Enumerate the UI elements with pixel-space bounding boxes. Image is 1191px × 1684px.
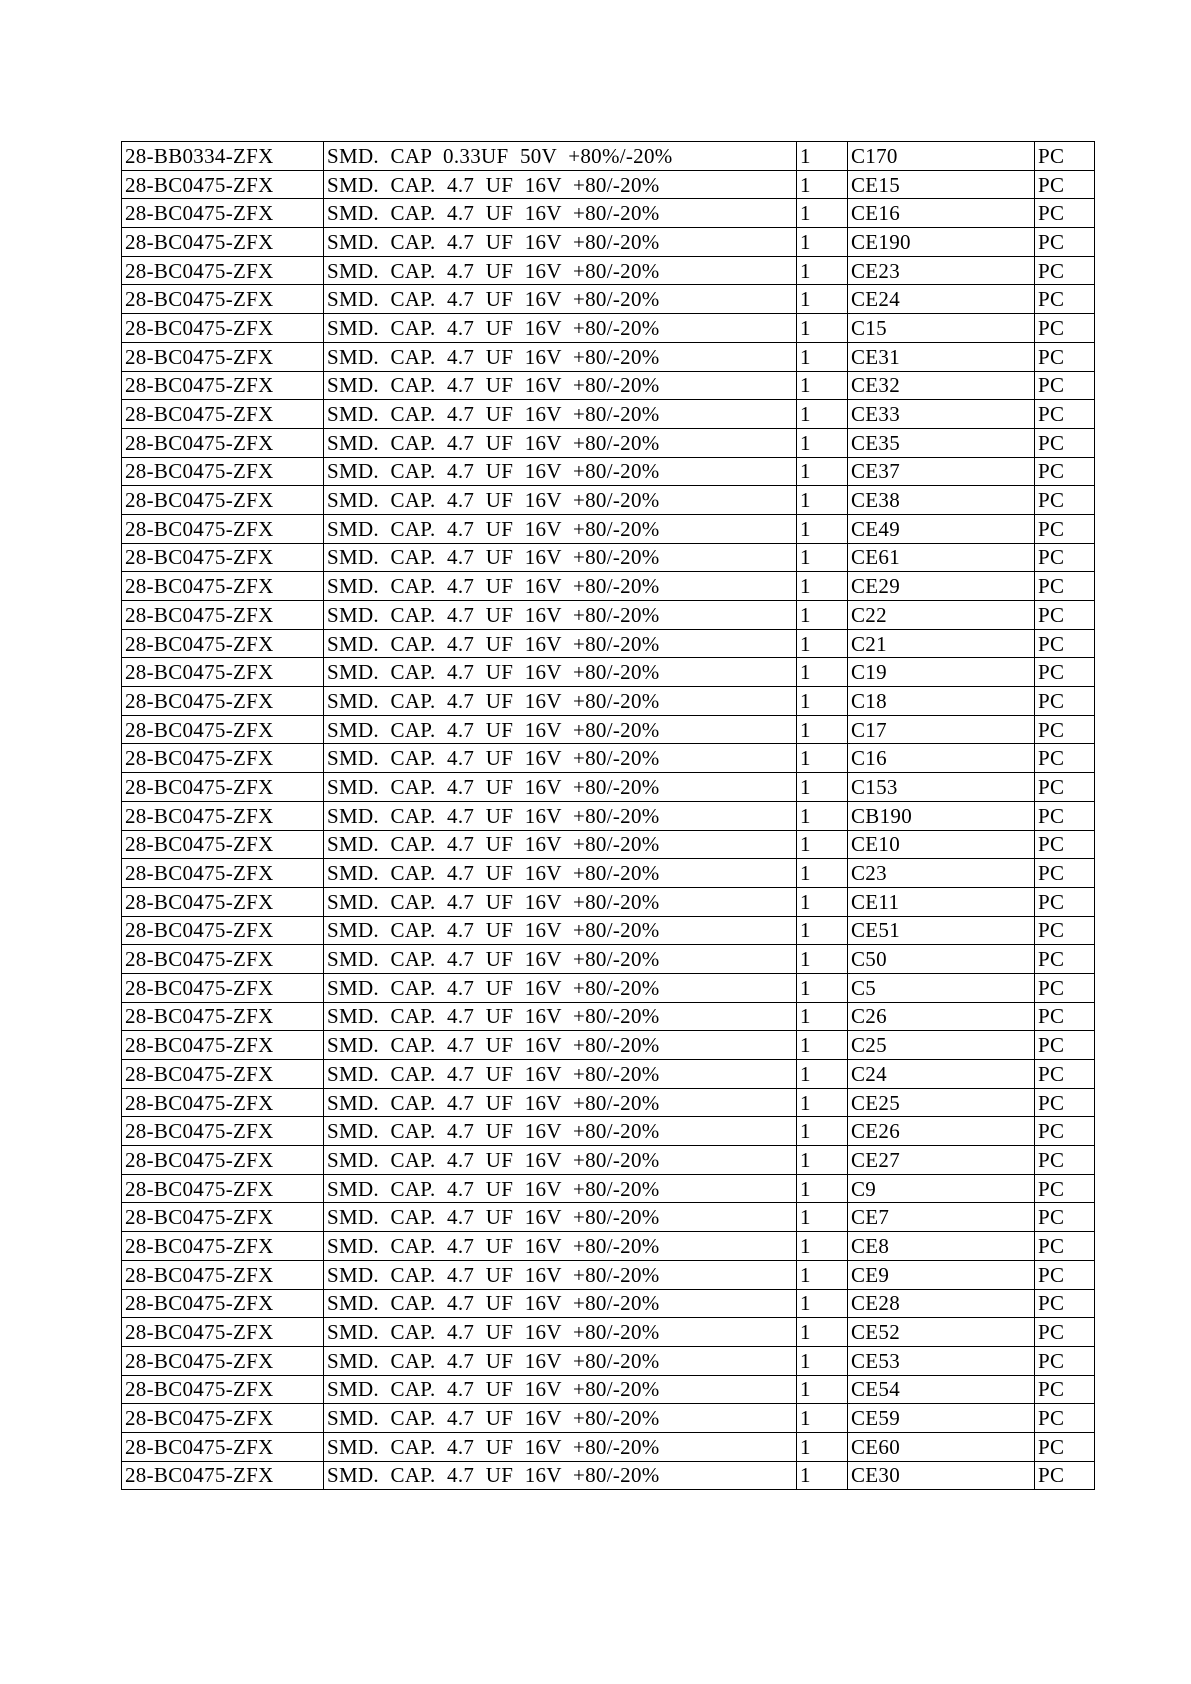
part-number-cell: 28-BC0475-ZFX: [122, 687, 324, 716]
quantity-cell: 1: [797, 715, 848, 744]
quantity-cell: 1: [797, 486, 848, 515]
unit-cell: PC: [1035, 801, 1095, 830]
description-cell: SMD. CAP. 4.7 UF 16V +80/-20%: [324, 887, 797, 916]
description-cell: SMD. CAP. 4.7 UF 16V +80/-20%: [324, 1117, 797, 1146]
unit-cell: PC: [1035, 1031, 1095, 1060]
unit-cell: PC: [1035, 457, 1095, 486]
unit-cell: PC: [1035, 1203, 1095, 1232]
description-cell: SMD. CAP. 4.7 UF 16V +80/-20%: [324, 973, 797, 1002]
reference-designator-cell: CE30: [848, 1461, 1035, 1490]
part-number-cell: 28-BC0475-ZFX: [122, 1203, 324, 1232]
table-row: [122, 400, 1095, 429]
unit-cell: PC: [1035, 859, 1095, 888]
quantity-cell: 1: [797, 199, 848, 228]
quantity-cell: 1: [797, 1289, 848, 1318]
reference-designator-cell: CE16: [848, 199, 1035, 228]
table-row: [122, 744, 1095, 773]
table-row: [122, 601, 1095, 630]
part-number-cell: 28-BC0475-ZFX: [122, 572, 324, 601]
table-row: [122, 486, 1095, 515]
quantity-cell: 1: [797, 314, 848, 343]
part-number-cell: 28-BC0475-ZFX: [122, 256, 324, 285]
table-row: [122, 543, 1095, 572]
part-number-cell: 28-BC0475-ZFX: [122, 744, 324, 773]
quantity-cell: 1: [797, 457, 848, 486]
reference-designator-cell: CE27: [848, 1146, 1035, 1175]
description-cell: SMD. CAP. 4.7 UF 16V +80/-20%: [324, 1146, 797, 1175]
quantity-cell: 1: [797, 744, 848, 773]
bom-sheet: [121, 141, 1094, 1490]
unit-cell: PC: [1035, 887, 1095, 916]
reference-designator-cell: CE24: [848, 285, 1035, 314]
description-cell: SMD. CAP. 4.7 UF 16V +80/-20%: [324, 1318, 797, 1347]
reference-designator-cell: CE28: [848, 1289, 1035, 1318]
description-cell: SMD. CAP. 4.7 UF 16V +80/-20%: [324, 629, 797, 658]
description-cell: SMD. CAP. 4.7 UF 16V +80/-20%: [324, 830, 797, 859]
description-cell: SMD. CAP. 4.7 UF 16V +80/-20%: [324, 486, 797, 515]
part-number-cell: 28-BC0475-ZFX: [122, 801, 324, 830]
quantity-cell: 1: [797, 658, 848, 687]
part-number-cell: 28-BC0475-ZFX: [122, 715, 324, 744]
unit-cell: PC: [1035, 285, 1095, 314]
description-cell: SMD. CAP. 4.7 UF 16V +80/-20%: [324, 342, 797, 371]
reference-designator-cell: CE38: [848, 486, 1035, 515]
table-row: [122, 658, 1095, 687]
unit-cell: PC: [1035, 773, 1095, 802]
reference-designator-cell: CE35: [848, 428, 1035, 457]
description-cell: SMD. CAP. 4.7 UF 16V +80/-20%: [324, 773, 797, 802]
reference-designator-cell: CE54: [848, 1375, 1035, 1404]
quantity-cell: 1: [797, 371, 848, 400]
description-cell: SMD. CAP. 4.7 UF 16V +80/-20%: [324, 658, 797, 687]
quantity-cell: 1: [797, 1461, 848, 1490]
table-row: [122, 314, 1095, 343]
reference-designator-cell: CE26: [848, 1117, 1035, 1146]
description-cell: SMD. CAP. 4.7 UF 16V +80/-20%: [324, 199, 797, 228]
table-row: [122, 1260, 1095, 1289]
reference-designator-cell: C24: [848, 1060, 1035, 1089]
description-cell: SMD. CAP. 4.7 UF 16V +80/-20%: [324, 1088, 797, 1117]
reference-designator-cell: CE32: [848, 371, 1035, 400]
table-row: [122, 1088, 1095, 1117]
reference-designator-cell: C5: [848, 973, 1035, 1002]
description-cell: SMD. CAP. 4.7 UF 16V +80/-20%: [324, 945, 797, 974]
unit-cell: PC: [1035, 658, 1095, 687]
description-cell: SMD. CAP. 4.7 UF 16V +80/-20%: [324, 256, 797, 285]
unit-cell: PC: [1035, 342, 1095, 371]
table-row: [122, 1346, 1095, 1375]
part-number-cell: 28-BC0475-ZFX: [122, 1088, 324, 1117]
description-cell: SMD. CAP. 4.7 UF 16V +80/-20%: [324, 428, 797, 457]
reference-designator-cell: CE23: [848, 256, 1035, 285]
table-row: [122, 859, 1095, 888]
reference-designator-cell: CE29: [848, 572, 1035, 601]
reference-designator-cell: CE8: [848, 1232, 1035, 1261]
unit-cell: PC: [1035, 428, 1095, 457]
description-cell: SMD. CAP. 4.7 UF 16V +80/-20%: [324, 1174, 797, 1203]
description-cell: SMD. CAP. 4.7 UF 16V +80/-20%: [324, 1060, 797, 1089]
quantity-cell: 1: [797, 543, 848, 572]
part-number-cell: 28-BC0475-ZFX: [122, 1002, 324, 1031]
table-row: [122, 1232, 1095, 1261]
reference-designator-cell: C21: [848, 629, 1035, 658]
quantity-cell: 1: [797, 1318, 848, 1347]
description-cell: SMD. CAP. 4.7 UF 16V +80/-20%: [324, 1375, 797, 1404]
table-row: [122, 1031, 1095, 1060]
quantity-cell: 1: [797, 572, 848, 601]
quantity-cell: 1: [797, 1203, 848, 1232]
part-number-cell: 28-BC0475-ZFX: [122, 285, 324, 314]
table-row: [122, 1203, 1095, 1232]
description-cell: SMD. CAP. 4.7 UF 16V +80/-20%: [324, 1346, 797, 1375]
table-row: [122, 1117, 1095, 1146]
unit-cell: PC: [1035, 199, 1095, 228]
table-row: [122, 170, 1095, 199]
reference-designator-cell: CE60: [848, 1432, 1035, 1461]
unit-cell: PC: [1035, 1060, 1095, 1089]
table-row: [122, 142, 1095, 171]
unit-cell: PC: [1035, 1289, 1095, 1318]
reference-designator-cell: C50: [848, 945, 1035, 974]
description-cell: SMD. CAP. 4.7 UF 16V +80/-20%: [324, 1461, 797, 1490]
reference-designator-cell: C18: [848, 687, 1035, 716]
quantity-cell: 1: [797, 256, 848, 285]
unit-cell: PC: [1035, 1346, 1095, 1375]
reference-designator-cell: CE25: [848, 1088, 1035, 1117]
description-cell: SMD. CAP. 4.7 UF 16V +80/-20%: [324, 1260, 797, 1289]
part-number-cell: 28-BC0475-ZFX: [122, 1289, 324, 1318]
description-cell: SMD. CAP. 4.7 UF 16V +80/-20%: [324, 371, 797, 400]
quantity-cell: 1: [797, 601, 848, 630]
unit-cell: PC: [1035, 486, 1095, 515]
reference-designator-cell: CE59: [848, 1404, 1035, 1433]
table-row: [122, 916, 1095, 945]
quantity-cell: 1: [797, 1117, 848, 1146]
quantity-cell: 1: [797, 773, 848, 802]
reference-designator-cell: CE7: [848, 1203, 1035, 1232]
quantity-cell: 1: [797, 629, 848, 658]
reference-designator-cell: C16: [848, 744, 1035, 773]
part-number-cell: 28-BC0475-ZFX: [122, 1346, 324, 1375]
reference-designator-cell: CE31: [848, 342, 1035, 371]
reference-designator-cell: CE11: [848, 887, 1035, 916]
table-row: [122, 1146, 1095, 1175]
quantity-cell: 1: [797, 1060, 848, 1089]
description-cell: SMD. CAP. 4.7 UF 16V +80/-20%: [324, 543, 797, 572]
reference-designator-cell: CE10: [848, 830, 1035, 859]
unit-cell: PC: [1035, 715, 1095, 744]
description-cell: SMD. CAP. 4.7 UF 16V +80/-20%: [324, 1203, 797, 1232]
description-cell: SMD. CAP. 4.7 UF 16V +80/-20%: [324, 1232, 797, 1261]
part-number-cell: 28-BC0475-ZFX: [122, 1232, 324, 1261]
reference-designator-cell: C25: [848, 1031, 1035, 1060]
reference-designator-cell: C22: [848, 601, 1035, 630]
table-row: [122, 572, 1095, 601]
part-number-cell: 28-BB0334-ZFX: [122, 142, 324, 171]
table-row: [122, 199, 1095, 228]
part-number-cell: 28-BC0475-ZFX: [122, 199, 324, 228]
quantity-cell: 1: [797, 228, 848, 257]
part-number-cell: 28-BC0475-ZFX: [122, 945, 324, 974]
quantity-cell: 1: [797, 916, 848, 945]
quantity-cell: 1: [797, 859, 848, 888]
quantity-cell: 1: [797, 830, 848, 859]
table-row: [122, 228, 1095, 257]
quantity-cell: 1: [797, 1232, 848, 1261]
description-cell: SMD. CAP. 4.7 UF 16V +80/-20%: [324, 1031, 797, 1060]
reference-designator-cell: C19: [848, 658, 1035, 687]
bom-table: [121, 141, 1095, 1490]
table-row: [122, 1432, 1095, 1461]
description-cell: SMD. CAP. 4.7 UF 16V +80/-20%: [324, 916, 797, 945]
part-number-cell: 28-BC0475-ZFX: [122, 1174, 324, 1203]
table-row: [122, 428, 1095, 457]
unit-cell: PC: [1035, 572, 1095, 601]
reference-designator-cell: C9: [848, 1174, 1035, 1203]
reference-designator-cell: C170: [848, 142, 1035, 171]
unit-cell: PC: [1035, 1002, 1095, 1031]
reference-designator-cell: C17: [848, 715, 1035, 744]
unit-cell: PC: [1035, 1404, 1095, 1433]
part-number-cell: 28-BC0475-ZFX: [122, 773, 324, 802]
unit-cell: PC: [1035, 1432, 1095, 1461]
quantity-cell: 1: [797, 428, 848, 457]
quantity-cell: 1: [797, 687, 848, 716]
part-number-cell: 28-BC0475-ZFX: [122, 170, 324, 199]
table-row: [122, 1461, 1095, 1490]
description-cell: SMD. CAP. 4.7 UF 16V +80/-20%: [324, 859, 797, 888]
quantity-cell: 1: [797, 887, 848, 916]
table-row: [122, 973, 1095, 1002]
unit-cell: PC: [1035, 170, 1095, 199]
reference-designator-cell: C15: [848, 314, 1035, 343]
table-row: [122, 830, 1095, 859]
unit-cell: PC: [1035, 1117, 1095, 1146]
table-row: [122, 1318, 1095, 1347]
table-row: [122, 687, 1095, 716]
unit-cell: PC: [1035, 314, 1095, 343]
unit-cell: PC: [1035, 973, 1095, 1002]
part-number-cell: 28-BC0475-ZFX: [122, 601, 324, 630]
unit-cell: PC: [1035, 371, 1095, 400]
table-row: [122, 1404, 1095, 1433]
unit-cell: PC: [1035, 1461, 1095, 1490]
unit-cell: PC: [1035, 1318, 1095, 1347]
reference-designator-cell: C153: [848, 773, 1035, 802]
description-cell: SMD. CAP. 4.7 UF 16V +80/-20%: [324, 572, 797, 601]
table-row: [122, 285, 1095, 314]
description-cell: SMD. CAP. 4.7 UF 16V +80/-20%: [324, 744, 797, 773]
unit-cell: PC: [1035, 830, 1095, 859]
part-number-cell: 28-BC0475-ZFX: [122, 400, 324, 429]
quantity-cell: 1: [797, 400, 848, 429]
unit-cell: PC: [1035, 1375, 1095, 1404]
unit-cell: PC: [1035, 142, 1095, 171]
part-number-cell: 28-BC0475-ZFX: [122, 887, 324, 916]
quantity-cell: 1: [797, 170, 848, 199]
part-number-cell: 28-BC0475-ZFX: [122, 457, 324, 486]
part-number-cell: 28-BC0475-ZFX: [122, 658, 324, 687]
table-row: [122, 629, 1095, 658]
table-row: [122, 1289, 1095, 1318]
part-number-cell: 28-BC0475-ZFX: [122, 486, 324, 515]
description-cell: SMD. CAP. 4.7 UF 16V +80/-20%: [324, 228, 797, 257]
reference-designator-cell: CE51: [848, 916, 1035, 945]
reference-designator-cell: CE52: [848, 1318, 1035, 1347]
description-cell: SMD. CAP. 4.7 UF 16V +80/-20%: [324, 687, 797, 716]
part-number-cell: 28-BC0475-ZFX: [122, 1404, 324, 1433]
reference-designator-cell: CB190: [848, 801, 1035, 830]
unit-cell: PC: [1035, 1260, 1095, 1289]
part-number-cell: 28-BC0475-ZFX: [122, 342, 324, 371]
quantity-cell: 1: [797, 142, 848, 171]
quantity-cell: 1: [797, 1375, 848, 1404]
part-number-cell: 28-BC0475-ZFX: [122, 1260, 324, 1289]
table-row: [122, 801, 1095, 830]
reference-designator-cell: CE37: [848, 457, 1035, 486]
reference-designator-cell: C26: [848, 1002, 1035, 1031]
description-cell: SMD. CAP. 4.7 UF 16V +80/-20%: [324, 1289, 797, 1318]
table-row: [122, 1174, 1095, 1203]
quantity-cell: 1: [797, 1404, 848, 1433]
unit-cell: PC: [1035, 601, 1095, 630]
quantity-cell: 1: [797, 1146, 848, 1175]
quantity-cell: 1: [797, 342, 848, 371]
reference-designator-cell: CE61: [848, 543, 1035, 572]
part-number-cell: 28-BC0475-ZFX: [122, 1146, 324, 1175]
part-number-cell: 28-BC0475-ZFX: [122, 514, 324, 543]
quantity-cell: 1: [797, 1002, 848, 1031]
table-row: [122, 256, 1095, 285]
quantity-cell: 1: [797, 1031, 848, 1060]
unit-cell: PC: [1035, 1232, 1095, 1261]
part-number-cell: 28-BC0475-ZFX: [122, 1031, 324, 1060]
table-row: [122, 514, 1095, 543]
part-number-cell: 28-BC0475-ZFX: [122, 428, 324, 457]
description-cell: SMD. CAP. 4.7 UF 16V +80/-20%: [324, 801, 797, 830]
description-cell: SMD. CAP. 4.7 UF 16V +80/-20%: [324, 1002, 797, 1031]
reference-designator-cell: CE53: [848, 1346, 1035, 1375]
table-row: [122, 773, 1095, 802]
table-row: [122, 1060, 1095, 1089]
unit-cell: PC: [1035, 514, 1095, 543]
unit-cell: PC: [1035, 744, 1095, 773]
part-number-cell: 28-BC0475-ZFX: [122, 830, 324, 859]
part-number-cell: 28-BC0475-ZFX: [122, 1461, 324, 1490]
quantity-cell: 1: [797, 1432, 848, 1461]
unit-cell: PC: [1035, 1174, 1095, 1203]
part-number-cell: 28-BC0475-ZFX: [122, 228, 324, 257]
description-cell: SMD. CAP. 4.7 UF 16V +80/-20%: [324, 514, 797, 543]
table-row: [122, 342, 1095, 371]
description-cell: SMD. CAP. 4.7 UF 16V +80/-20%: [324, 1404, 797, 1433]
part-number-cell: 28-BC0475-ZFX: [122, 1375, 324, 1404]
quantity-cell: 1: [797, 1174, 848, 1203]
description-cell: SMD. CAP. 4.7 UF 16V +80/-20%: [324, 400, 797, 429]
quantity-cell: 1: [797, 801, 848, 830]
description-cell: SMD. CAP. 4.7 UF 16V +80/-20%: [324, 715, 797, 744]
part-number-cell: 28-BC0475-ZFX: [122, 1060, 324, 1089]
part-number-cell: 28-BC0475-ZFX: [122, 1432, 324, 1461]
part-number-cell: 28-BC0475-ZFX: [122, 371, 324, 400]
table-row: [122, 371, 1095, 400]
description-cell: SMD. CAP. 4.7 UF 16V +80/-20%: [324, 285, 797, 314]
part-number-cell: 28-BC0475-ZFX: [122, 543, 324, 572]
unit-cell: PC: [1035, 1146, 1095, 1175]
reference-designator-cell: CE190: [848, 228, 1035, 257]
part-number-cell: 28-BC0475-ZFX: [122, 859, 324, 888]
table-row: [122, 1002, 1095, 1031]
unit-cell: PC: [1035, 1088, 1095, 1117]
part-number-cell: 28-BC0475-ZFX: [122, 973, 324, 1002]
reference-designator-cell: CE9: [848, 1260, 1035, 1289]
unit-cell: PC: [1035, 400, 1095, 429]
table-row: [122, 1375, 1095, 1404]
quantity-cell: 1: [797, 1346, 848, 1375]
part-number-cell: 28-BC0475-ZFX: [122, 1117, 324, 1146]
description-cell: SMD. CAP. 4.7 UF 16V +80/-20%: [324, 457, 797, 486]
reference-designator-cell: CE49: [848, 514, 1035, 543]
quantity-cell: 1: [797, 973, 848, 1002]
quantity-cell: 1: [797, 1088, 848, 1117]
unit-cell: PC: [1035, 228, 1095, 257]
table-row: [122, 715, 1095, 744]
table-row: [122, 887, 1095, 916]
reference-designator-cell: CE33: [848, 400, 1035, 429]
reference-designator-cell: C23: [848, 859, 1035, 888]
description-cell: SMD. CAP. 4.7 UF 16V +80/-20%: [324, 170, 797, 199]
description-cell: SMD. CAP 0.33UF 50V +80%/-20%: [324, 142, 797, 171]
unit-cell: PC: [1035, 543, 1095, 572]
table-row: [122, 945, 1095, 974]
part-number-cell: 28-BC0475-ZFX: [122, 314, 324, 343]
part-number-cell: 28-BC0475-ZFX: [122, 629, 324, 658]
part-number-cell: 28-BC0475-ZFX: [122, 916, 324, 945]
quantity-cell: 1: [797, 1260, 848, 1289]
reference-designator-cell: CE15: [848, 170, 1035, 199]
part-number-cell: 28-BC0475-ZFX: [122, 1318, 324, 1347]
description-cell: SMD. CAP. 4.7 UF 16V +80/-20%: [324, 1432, 797, 1461]
quantity-cell: 1: [797, 514, 848, 543]
description-cell: SMD. CAP. 4.7 UF 16V +80/-20%: [324, 314, 797, 343]
quantity-cell: 1: [797, 285, 848, 314]
unit-cell: PC: [1035, 916, 1095, 945]
unit-cell: PC: [1035, 629, 1095, 658]
bom-table-body: [122, 142, 1095, 1490]
description-cell: SMD. CAP. 4.7 UF 16V +80/-20%: [324, 601, 797, 630]
unit-cell: PC: [1035, 256, 1095, 285]
table-row: [122, 457, 1095, 486]
unit-cell: PC: [1035, 945, 1095, 974]
unit-cell: PC: [1035, 687, 1095, 716]
quantity-cell: 1: [797, 945, 848, 974]
